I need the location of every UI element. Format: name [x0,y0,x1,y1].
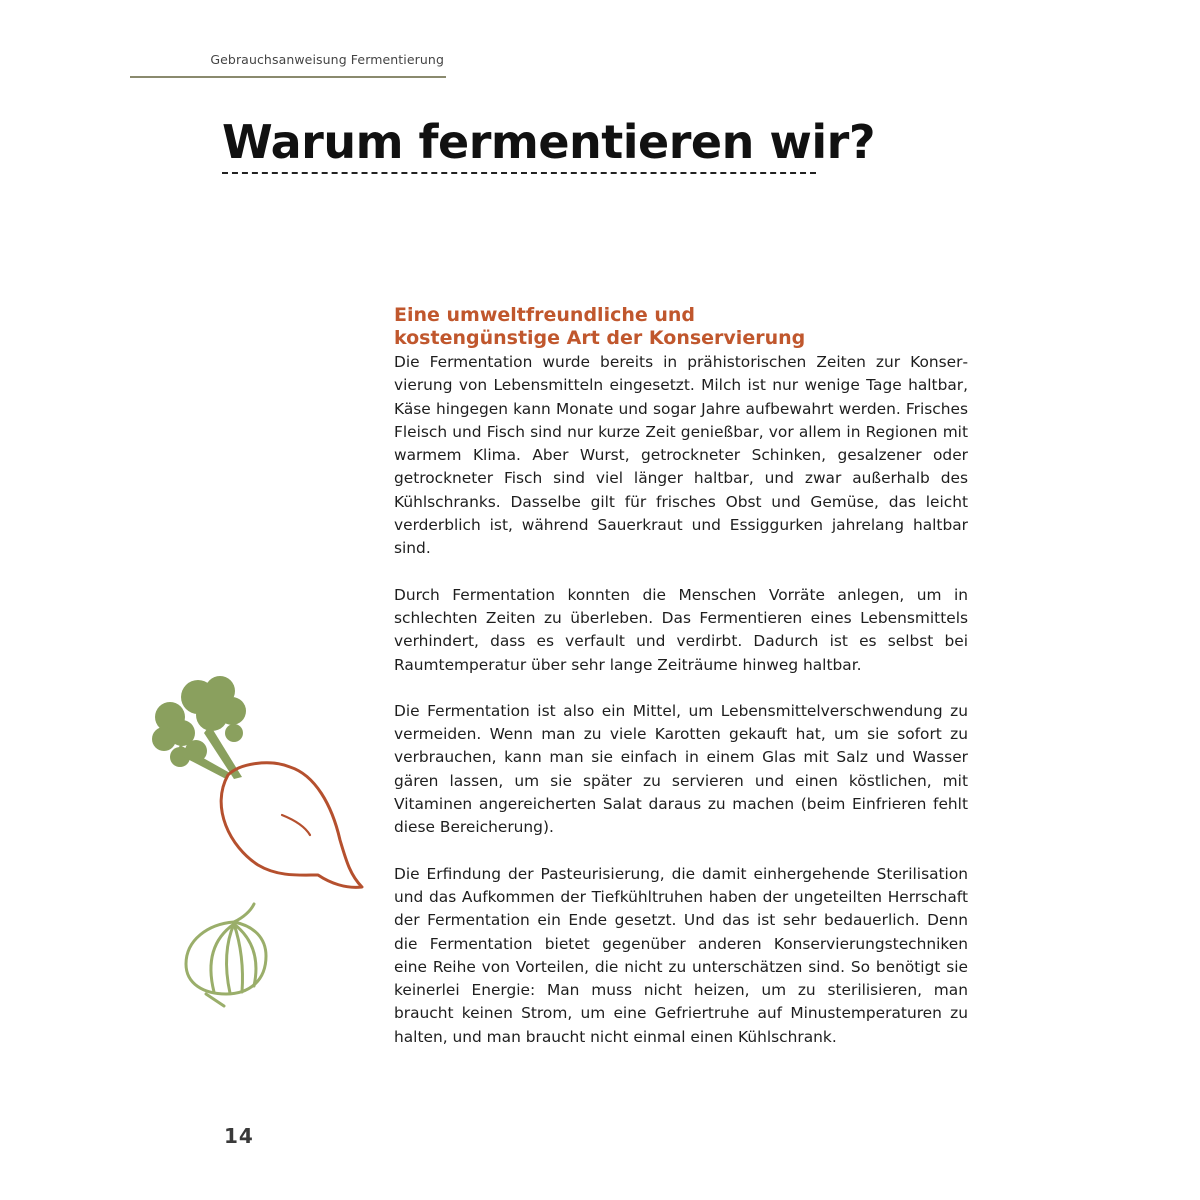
carrot-outline [221,763,362,888]
article-body [394,304,968,1072]
running-header [130,40,446,78]
paragraph-3: Die Fermentation ist also ein Mittel, um Lebensmittelverschwendung zu vermeiden. Wenn man zu viele Karotten gekauft hat, um sie sofort zu verbrauchen, kann man sie einfach in einem Glas mit Salz und Wasser gären lassen, um sie später zu servieren und einen köstlichen, mit Vitaminen angereicherten Salat daraus zu machen (beim Einfrieren fehlt diese Bereicherung). [394,701,968,837]
page-title: Warum fermentieren wir? [222,115,876,169]
section-heading [394,304,968,350]
onion-stem [234,904,254,922]
onion-icon [178,898,273,1018]
onion-layer-2 [227,924,234,993]
section-heading-line1: Eine umweltfreundliche und [394,304,696,326]
running-header-title: Gebrauchsanweisung Fermentierung [210,52,444,67]
title-dashed-rule [222,172,816,174]
section-heading-line2: kostengünstige Art der Konservierung [394,327,806,349]
carrot-icon [150,675,365,900]
carrot-leaves [152,676,246,779]
paragraph-2: Durch Fermentation konnten die Menschen Vorräte anlegen, um in schlechten Zeiten zu überleben. Das Fermentieren eines Lebensmittels verhindert, dass es verfault und verdirbt. Dadurch ist es selbst bei Raumtemperatur über sehr lange Zeiträume hinweg haltbar. [394,585,968,674]
paragraph-4: Die Erfindung der Pasteurisierung, die damit einhergehende Sterilisation und das Aufkommen der Tiefkühltruhen haben der ungeteilten Herrschaft der Fermentation ein Ende gesetzt. Und das ist sehr bedauerlich. Denn die Fermentation bietet gegenüber anderen Konservierungstechniken eine Reihe von Vorteilen, die nicht zu unterschätzen sind. So benötigt sie keinerlei Energie: Man muss nicht heizen, um zu sterilisieren, man braucht keinen Strom, um eine Gefriertruhe auf Minustemperaturen zu halten, und man braucht nicht einmal einen Kühlschrank. [394,864,968,1046]
onion-roots [206,994,224,1006]
carrot-detail [282,815,310,835]
page-number: 14 [224,1124,254,1148]
paragraph-1: Die Fermentation wurde bereits in prähistorischen Zeiten zur Konservierung von Lebensmitteln eingesetzt. Milch ist nur wenige Tage haltbar, Käse hingegen kann Monate und sogar Jahre aufbewahrt werden. Frisches Fleisch und Fisch sind nur kurze Zeit genießbar, vor allem in Regionen mit warmem Klima. Aber Wurst, getrockneter Schinken, gesalzener oder getrockneter Fisch sind viel länger haltbar, und zwar außerhalb des Kühlschranks. Dasselbe gilt für frisches Obst und Gemüse, das leicht verderblich ist, während Sauerkraut und Essiggurken jahrelang haltbar sind. [394,353,968,558]
onion-layer-3 [234,924,243,992]
